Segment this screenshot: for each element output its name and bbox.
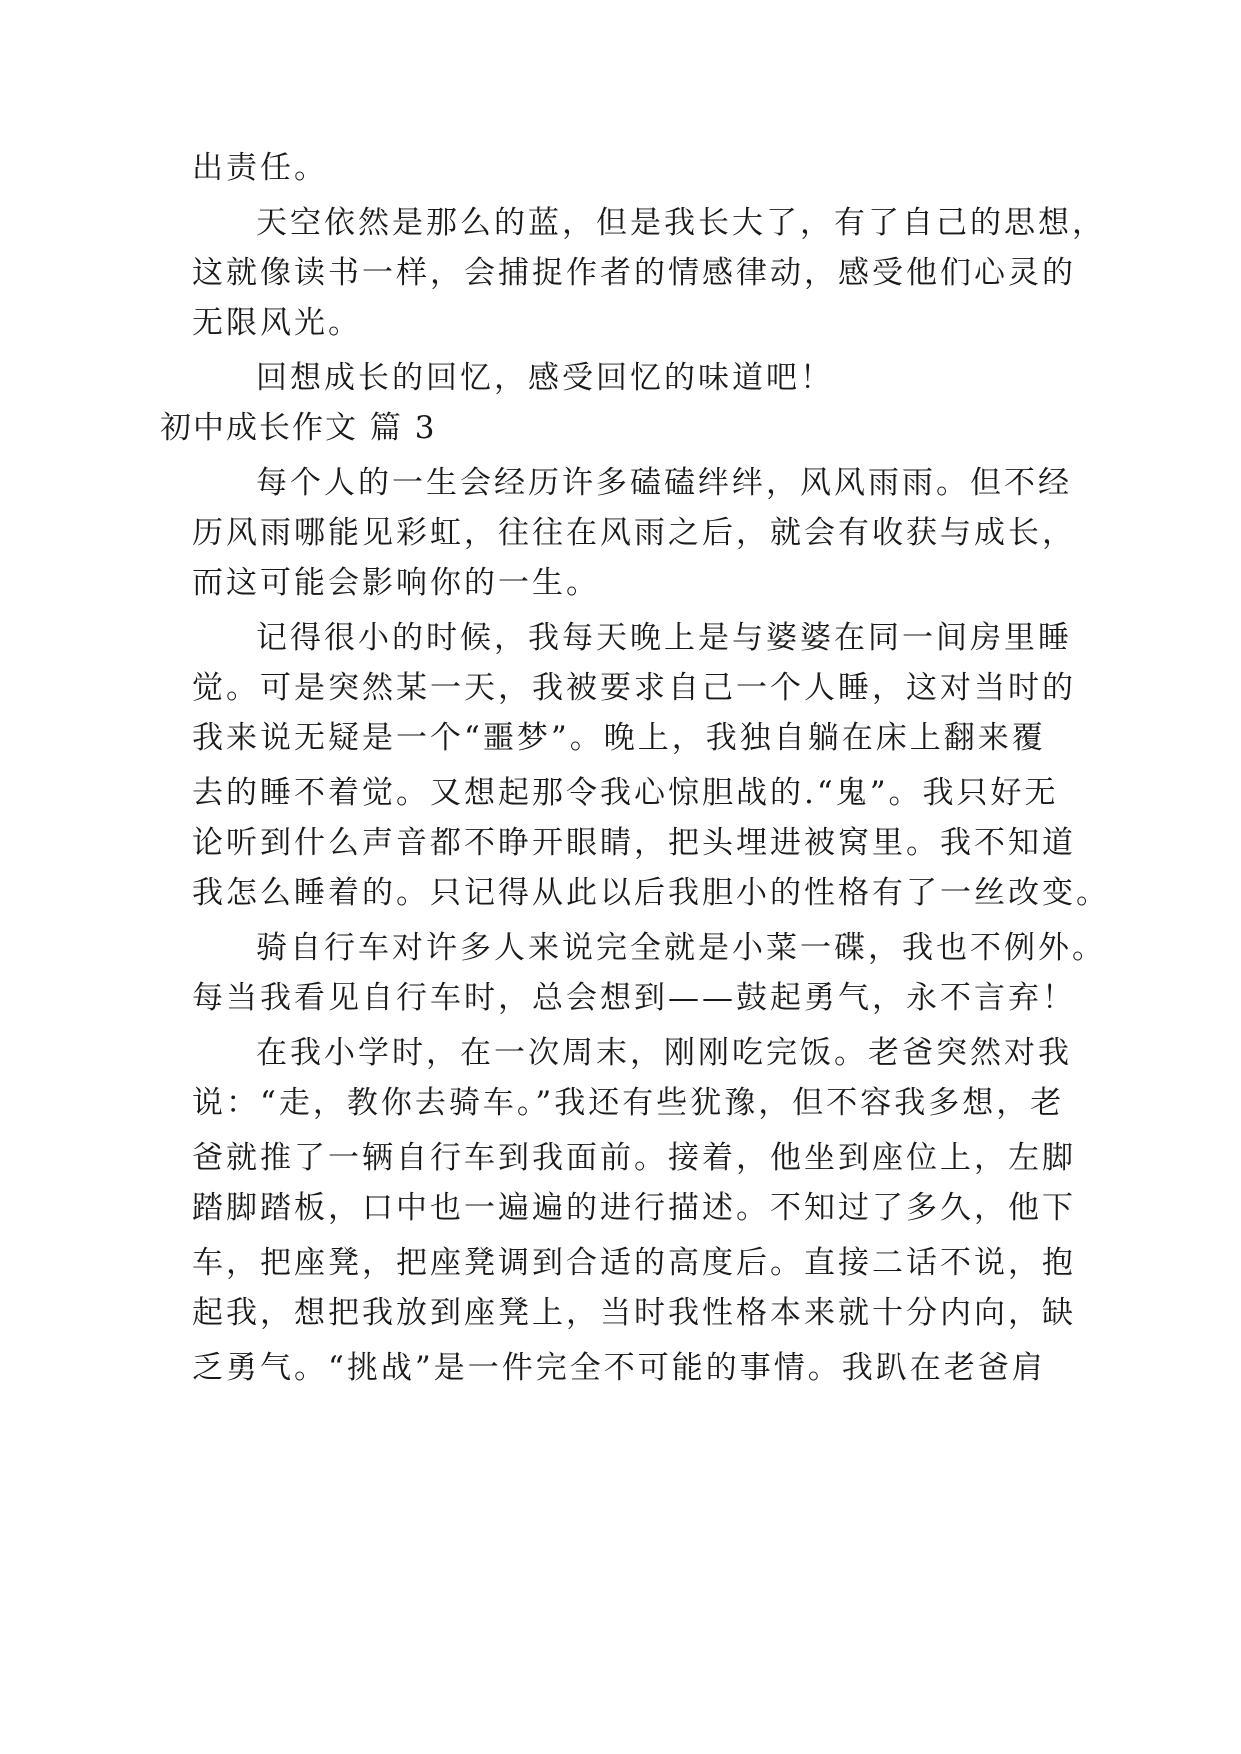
text-line: 无限风光。: [192, 305, 362, 341]
text-line: 去的睡不着觉。又想起那令我心惊胆战的.“鬼”。我只好无: [192, 775, 1059, 811]
paragraph-first-line: 天空依然是那么的蓝，但是我长大了，有了自己的思想，: [256, 205, 1106, 241]
text-line: 说：“走，教你去骑车。”我还有些犹豫，但不容我多想，老: [192, 1085, 1065, 1121]
text-line: 我怎么睡着的。只记得从此以后我胆小的性格有了一丝改变。: [192, 875, 1110, 911]
paragraph-first-line: 在我小学时，在一次周末，刚刚吃完饭。老爸突然对我: [256, 1035, 1072, 1071]
paragraph-first-line: 每个人的一生会经历许多磕磕绊绊，风风雨雨。但不经: [256, 465, 1072, 501]
text-line: 觉。可是突然某一天，我被要求自己一个人睡，这对当时的: [192, 670, 1076, 706]
text-line: 每当我看见自行车时，总会想到——鼓起勇气，永不言弃！: [192, 980, 1076, 1016]
text-line: 我来说无疑是一个“噩梦”。晚上，我独自躺在床上翻来覆: [192, 720, 1046, 756]
text-line: 论听到什么声音都不睁开眼睛，把头埋进被窝里。我不知道: [192, 825, 1076, 861]
text-line: 起我，想把我放到座凳上，当时我性格本来就十分内向，缺: [192, 1295, 1076, 1331]
text-line: 这就像读书一样，会捕捉作者的情感律动，感受他们心灵的: [192, 255, 1076, 291]
paragraph-first-line: 记得很小的时候，我每天晚上是与婆婆在同一间房里睡: [256, 620, 1072, 656]
text-line: 乏勇气。“挑战”是一件完全不可能的事情。我趴在老爸肩: [192, 1350, 1046, 1386]
text-line: 踏脚踏板，口中也一遍遍的进行描述。不知过了多久，他下: [192, 1190, 1076, 1226]
paragraph-first-line: 回想成长的回忆，感受回忆的味道吧！: [256, 360, 834, 396]
text-line: 出责任。: [192, 150, 328, 186]
text-line: 历风雨哪能见彩虹，往往在风雨之后，就会有收获与成长，: [192, 515, 1076, 551]
text-line: 而这可能会影响你的一生。: [192, 565, 600, 601]
paragraph-first-line: 骑自行车对许多人来说完全就是小菜一碟，我也不例外。: [256, 930, 1106, 966]
section-heading: 初中成长作文 篇 3: [160, 410, 437, 446]
text-line: 车，把座凳，把座凳调到合适的高度后。直接二话不说，抱: [192, 1245, 1076, 1281]
text-line: 爸就推了一辆自行车到我面前。接着，他坐到座位上，左脚: [192, 1140, 1076, 1176]
